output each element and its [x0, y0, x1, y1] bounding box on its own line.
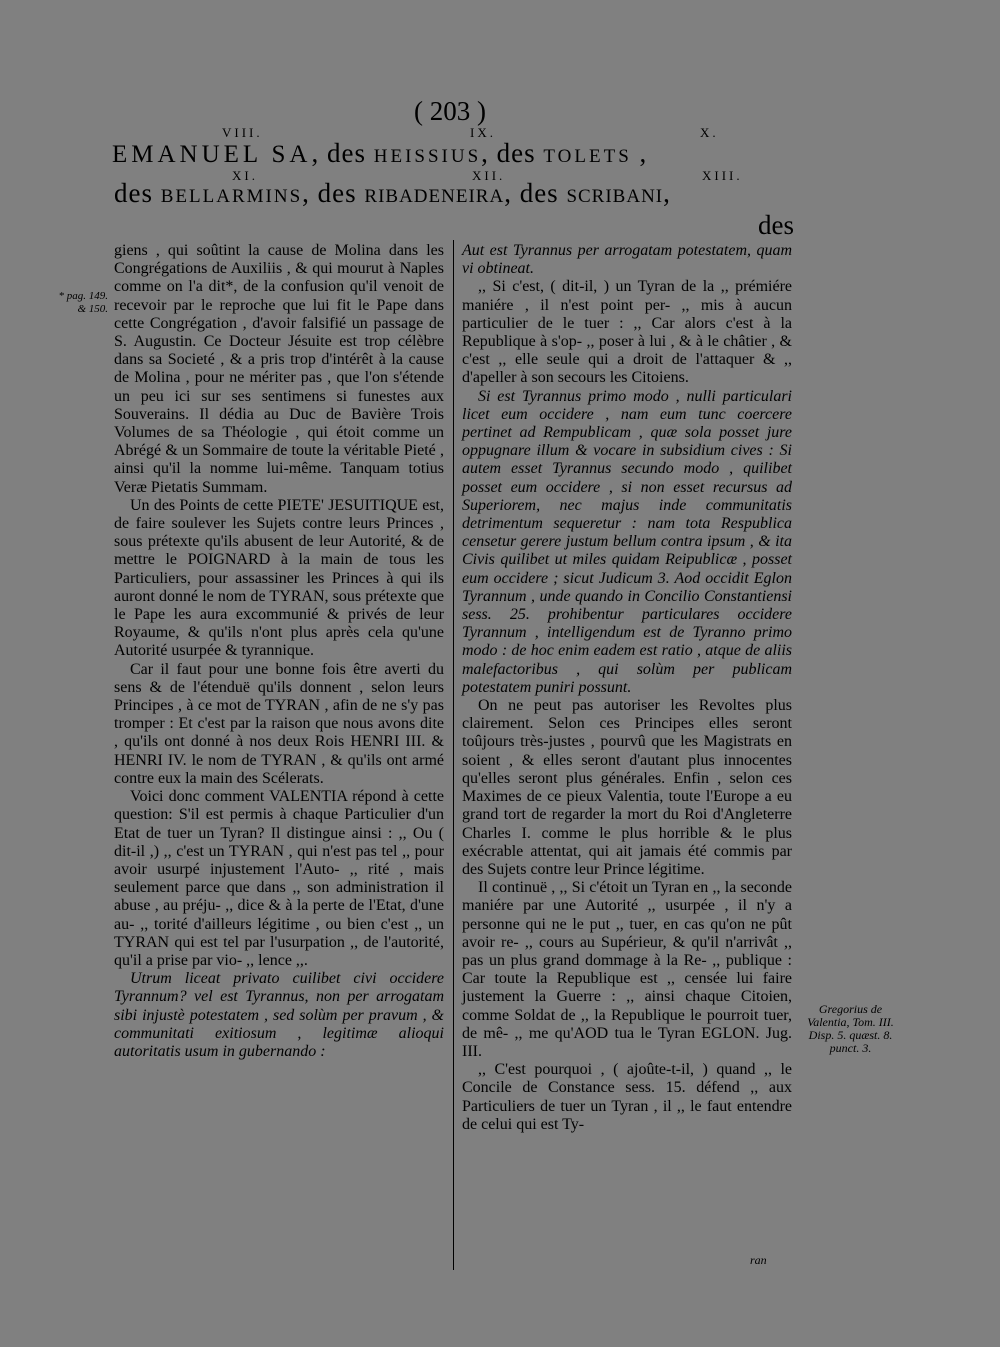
right-paragraph-4: On ne peut pas autoriser les Revoltes plus clairement. Selon ces Principes elles seront toûjours très-justes , pourvû que les Magistrats en soient , & elles seront d'autant plus innocentes qu'elles seront plus générales. Enfin , selon ces Maximes de ce pieux Valentia, toute l'Europe a eu grand tort de regarder la mort du Roi d'Angleterre Charles I. comme le plus horrible & le plus exécrable attentat, qui ait jamais été commis par des Sujets contre leur Prince légitime.: [462, 697, 792, 878]
numeral-xi: XI.: [232, 168, 258, 183]
right-paragraph-1: Aut est Tyrannus per arrogatam potestatem, quam vi obtineat.: [462, 242, 792, 278]
title-sep-2: , des: [481, 138, 544, 168]
left-paragraph-2: Un des Points de cette PIETE' JESUITIQUE est, de faire soulever les Sujets contre leurs Princes , sous prétexte qu'ils abusent de leur Autorité, & de mettre le POIGNARD à la main de tous les Particuliers, pour assassiner les Princes à qui ils auront donné le nom de TYRAN, sous prétexte que le Pape les aura excommunié & privés de leur Royaume, & qu'ils n'ont plus après cela qu'une Autorité usurpée & tyrannique.: [114, 496, 444, 660]
title-tolets: TOLETS: [543, 146, 632, 167]
title-sep-4: , des: [302, 178, 365, 208]
right-column: [462, 242, 792, 1134]
numeral-viii: VIII.: [222, 125, 263, 140]
title-ribadeneira: RIBADENEIRA: [364, 186, 505, 207]
numeral-xiii: XIII.: [702, 168, 743, 183]
margin-note-right: Gregorius de Valentia, Tom. III. Disp. 5. quæst. 8. punct. 3.: [807, 1002, 894, 1055]
title-des-1: des: [114, 178, 161, 208]
page-number: ( 203 ): [414, 96, 486, 126]
column-rule: [453, 240, 454, 1270]
left-paragraph-1: giens , qui soûtint la cause de Molina dans les Congrégations de Auxiliis , & qui mourut à Naples comme on l'a dit*, de la confusion qu'il venoit de recevoir par le reproche que lui fit le Pape dans cette Congrégation , d'avoir falsifié un passage de S. Augustin. Ce Docteur Jésuite est trop célèbre dans sa Societé , & a pris trop d'intérêt à la cause de Molina , pour ne mériter pas , que l'on s'étende un peu ici sur ses sentimens si funestes aux Souverains. Il dédia au Duc de Bavière Trois Volumes de sa Théologie , qui étoit comme un Abrégé & un Sommaire de toute la véritable Pieté , ainsi qu'il la nomme lui-même. Tanquam totius Veræ Pietatis Summam.: [114, 242, 444, 496]
numeral-x: X.: [700, 125, 719, 140]
title-sep-3: ,: [631, 138, 648, 168]
right-paragraph-3: Si est Tyrannus primo modo , nulli particulari licet eum occidere , nam eum tunc coercere pertinet ad Rempublicam , quæ sola posset jure oppugnare illum & vocare in subsidium cives : Si autem esset Tyrannus secundo modo , quilibet posset eum occidere , si non esset recursus ad Superiorem, nec majus inde communitatis detrimentum sequeretur : nam tota Respublica censetur gerere justum bellum contra ipsum , & ita Civis quilibet ut miles quidam Reipublicæ , posset eum occidere ; sicut Judicum 3. Aod occidit Eglon Tyrannum , unde quando in Concilio Constantiensi sess. 25. prohibentur particulares occidere Tyrannum , intelligendum est de Tyranno primo modo : de hoc enim eadem est ratio , atque de aliis malefactoribus , qui solùm per publicam potestatem puniri possunt.: [462, 387, 792, 696]
title-heissius: HEISSIUS: [373, 146, 482, 167]
left-column: [114, 242, 444, 1061]
title-sep-5: , des: [504, 178, 567, 208]
margin-note-left: * pag. 149. & 150.: [58, 290, 108, 315]
numeral-xii: XII.: [472, 168, 506, 183]
title-emanuel-sa: EMANUEL SA: [112, 141, 312, 168]
title-sep-1: , des: [311, 138, 374, 168]
left-paragraph-3: Car il faut pour une bonne fois être averti du sens & de l'étenduë qu'ils donnent , selon leurs Principes , à ce mot de TYRAN , afin de ne s'y pas tromper : Et c'est par la raison que nous avons dite , qu'ils ont donné à nos deux Rois HENRI III. & HENRI IV. le nom de TYRAN , & qu'ils ont armé contre eux la main des Scélerats.: [114, 660, 444, 787]
title-bellarmins: BELLARMINS: [160, 186, 303, 207]
title-scribani: SCRIBANI: [566, 186, 664, 207]
right-paragraph-2: ,, Si c'est, ( dit-il, ) un Tyran de la ,, prémiére maniére , il n'est point per- ,, mis à aucun particulier de le tuer : ,, Car alors c'est à la Republique à s'op- ,, poser à lui , & à le châtier , & c'est ,, elle seule qui a droit de l'attaquer & ,, d'apeller à son secours les Citoiens.: [462, 278, 792, 387]
right-paragraph-5: Il continuë , ,, Si c'étoit un Tyran en ,, la seconde maniére par une Autorité ,, usurpée , il n'y a personne qui ne le put ,, tuer, en cas qu'on ne pût avoir re- ,, cours au Supérieur, & qu'il n'arrivât ,, pas un plus grand dommage à la Re- ,, publique : Car toute la Republique est ,, censée lui faire justement la Guerre : ,, ainsi chaque Citoien, comme Soldat de ,, la Republique le pourroit tuer, de mê- ,, me qu'AOD tua le Tyran EGLON. Jug. III.: [462, 879, 792, 1060]
catchword: ran: [750, 1253, 767, 1267]
left-paragraph-4: Voici donc comment VALENTIA répond à cette question: S'il est permis à chaque Particulier d'un Etat de tuer un Tyran? Il distingue ainsi : ,, Ou ( dit-il ,) ,, c'est un TYRAN , qui n'est pas tel ,, pour avoir usurpé injustement l'Auto- ,, rité , mais seulement parce que dans ,, son administration il abuse , au préju- ,, dice & à la perte de l'Etat, d'une au- ,, torité d'ailleurs légitime , ou bien c'est ,, un TYRAN qui est tel par l'usurpation ,, de l'autorité, qu'il a prise par vio- ,, lence ,,.: [114, 788, 444, 969]
title-line-3: des: [758, 210, 794, 240]
title-line-1: [112, 138, 812, 169]
right-paragraph-6: ,, C'est pourquoi , ( ajoûte-t-il, ) quand ,, le Concile de Constance sess. 15. défend ,, aux Particuliers de tuer un Tyran , il ,, le faut entendre de celui qui est Ty-: [462, 1061, 792, 1133]
left-paragraph-5: Utrum liceat privato cuilibet civi occidere Tyrannum? vel est Tyrannus, non per arrogatam sibi injustè potestatem , sed solùm per pravum , & communitati exitiosum , legitimæ alioqui autoritatis usum in gubernando :: [114, 970, 444, 1060]
title-sep-6: ,: [663, 178, 671, 208]
numeral-ix: IX.: [470, 125, 496, 140]
title-line-2: [114, 178, 814, 209]
